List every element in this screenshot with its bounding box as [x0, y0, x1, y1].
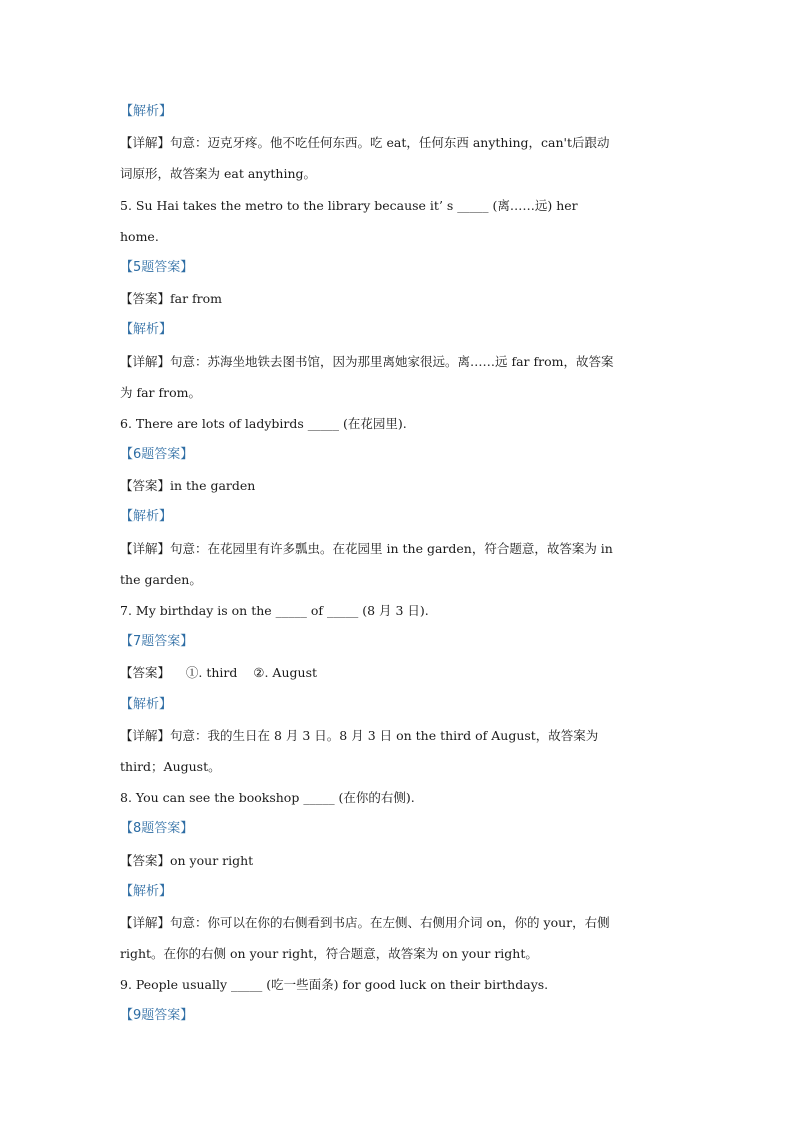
explanation-line: 【详解】句意：你可以在你的右侧看到书店。在左侧、右侧用介词 on，你的 your，右侧	[120, 914, 610, 930]
explanation-line: 词原形，故答案为 eat anything。	[120, 166, 317, 182]
analysis-heading: 【解析】	[120, 322, 173, 338]
question-7: 7. My birthday is on the _____ of _____ (8 月 3 日).	[120, 603, 429, 618]
explanation-line: 【详解】句意：在花园里有许多瓢虫。在花园里 in the garden，符合题意，故答案为 in	[120, 540, 613, 556]
analysis-heading: 【解析】	[120, 883, 173, 899]
explanation-line: the garden。	[120, 571, 202, 587]
question-5-continued: home.	[120, 228, 159, 244]
explanation-line: 为 far from。	[120, 384, 201, 400]
explanation-line: 【详解】句意：迈克牙疼。他不吃任何东西。吃 eat，任何东西 anything，can't后跟动	[120, 135, 610, 151]
answer-heading-6: 【6题答案】	[120, 447, 194, 463]
explanation-line: 【详解】句意：苏海坐地铁去图书馆，因为那里离她家很远。离……远 far from，故答案	[120, 353, 614, 369]
explanation-line: third；August。	[120, 758, 221, 774]
answer-heading-9: 【9题答案】	[120, 1008, 194, 1024]
question-9: 9. People usually _____ (吃一些面条) for good luck on their birthdays.	[120, 977, 549, 993]
answer-heading-7: 【7题答案】	[120, 634, 194, 650]
analysis-heading: 【解析】	[120, 509, 173, 525]
answer-6: 【答案】in the garden	[120, 478, 256, 494]
answer-5: 【答案】far from	[120, 291, 223, 307]
answer-heading-5: 【5题答案】	[120, 259, 194, 275]
question-6: 6. There are lots of ladybirds _____ (在花园里).	[120, 415, 407, 431]
question-8: 8. You can see the bookshop _____ (在你的右侧).	[120, 790, 415, 806]
answer-7: 【答案】 ①. third ②. August	[120, 665, 318, 681]
question-5: 5. Su Hai takes the metro to the library because it’ s _____ (离……远) her	[120, 197, 578, 213]
document-page	[120, 96, 680, 1032]
answer-heading-8: 【8题答案】	[120, 821, 194, 837]
explanation-line: 【详解】句意：我的生日在 8 月 3 日。8 月 3 日 on the third of August，故答案为	[120, 727, 599, 743]
analysis-heading: 【解析】	[120, 104, 173, 119]
answer-8: 【答案】on your right	[120, 852, 254, 868]
explanation-line: right。在你的右侧 on your right，符合题意，故答案为 on your right。	[120, 946, 538, 962]
analysis-heading: 【解析】	[120, 696, 173, 712]
